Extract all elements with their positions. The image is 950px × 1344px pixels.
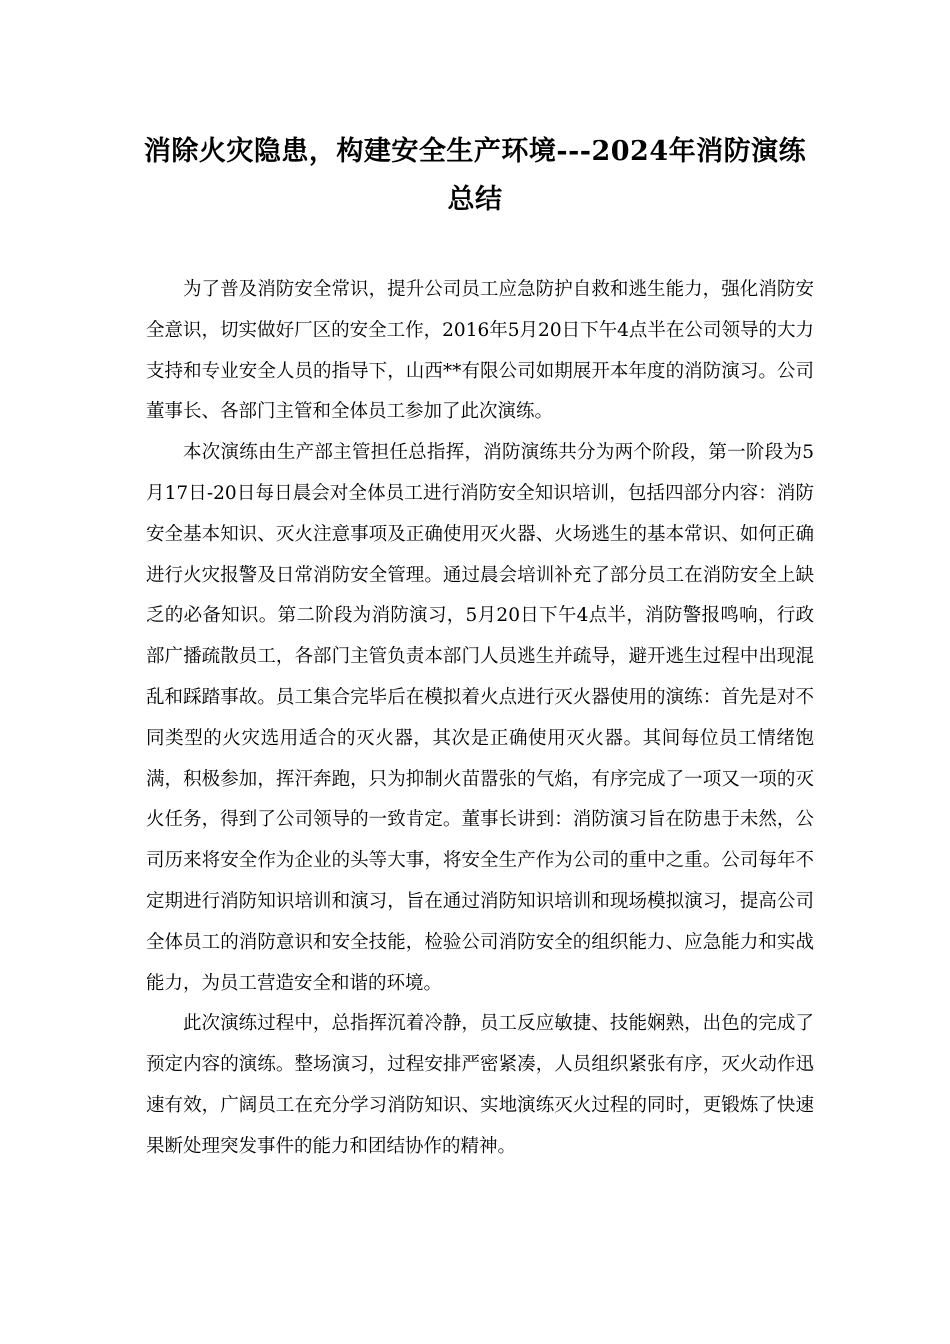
paragraph-2: 本次演练由生产部主管担任总指挥，消防演练共分为两个阶段，第一阶段为5月17日-20日每日晨会对全体员工进行消防安全知识培训，包括四部分内容：消防安全基本知识、灭火注意事项及正确使用灭火器、火场逃生的基本常识、如何正确进行火灾报警及日常消防安全管理。通过晨会培训补充了部分员工在消防安全上缺乏的必备知识。第二阶段为消防演习，5月20日下午4点半，消防警报鸣响，行政部广播疏散员工，各部门主管负责本部门人员逃生并疏导，避开逃生过程中出现混乱和踩踏事故。员工集合完毕后在模拟着火点进行灭火器使用的演练：首先是对不同类型的火灾选用适合的灭火器，其次是正确使用灭火器。其间每位员工情绪饱满，积极参加，挥汗奔跑，只为抑制火苗嚣张的气焰，有序完成了一项又一项的灭火任务，得到了公司领导的一致肯定。董事长讲到：消防演习旨在防患于未然，公司历来将安全作为企业的头等大事，将安全生产作为公司的重中之重。公司每年不定期进行消防知识培训和演习，旨在通过消防知识培训和现场模拟演习，提高公司全体员工的消防意识和安全技能，检验公司消防安全的组织能力、应急能力和实战能力，为员工营造安全和谐的环境。 (146, 442, 814, 994)
paragraph-3: 此次演练过程中，总指挥沉着冷静，员工反应敏捷、技能娴熟，出色的完成了预定内容的演练。整场演习，过程安排严密紧凑，人员组织紧张有序，灭火动作迅速有效，广阔员工在充分学习消防知识、实地演练灭火过程的同时，更锻炼了快速果断处理突发事件的能力和团结协作的精神。 (146, 1013, 814, 1157)
document-title: 消除火灾隐患，构建安全生产环境---2024年消防演练总结 (143, 136, 807, 215)
paragraph-1: 为了普及消防安全常识，提升公司员工应急防护自救和逃生能力，强化消防安全意识，切实做好厂区的安全工作，2016年5月20日下午4点半在公司领导的大力支持和专业安全人员的指导下，山西**有限公司如期展开本年度的消防演习。公司董事长、各部门主管和全体员工参加了此次演练。 (146, 279, 814, 423)
document-body (146, 270, 814, 1168)
